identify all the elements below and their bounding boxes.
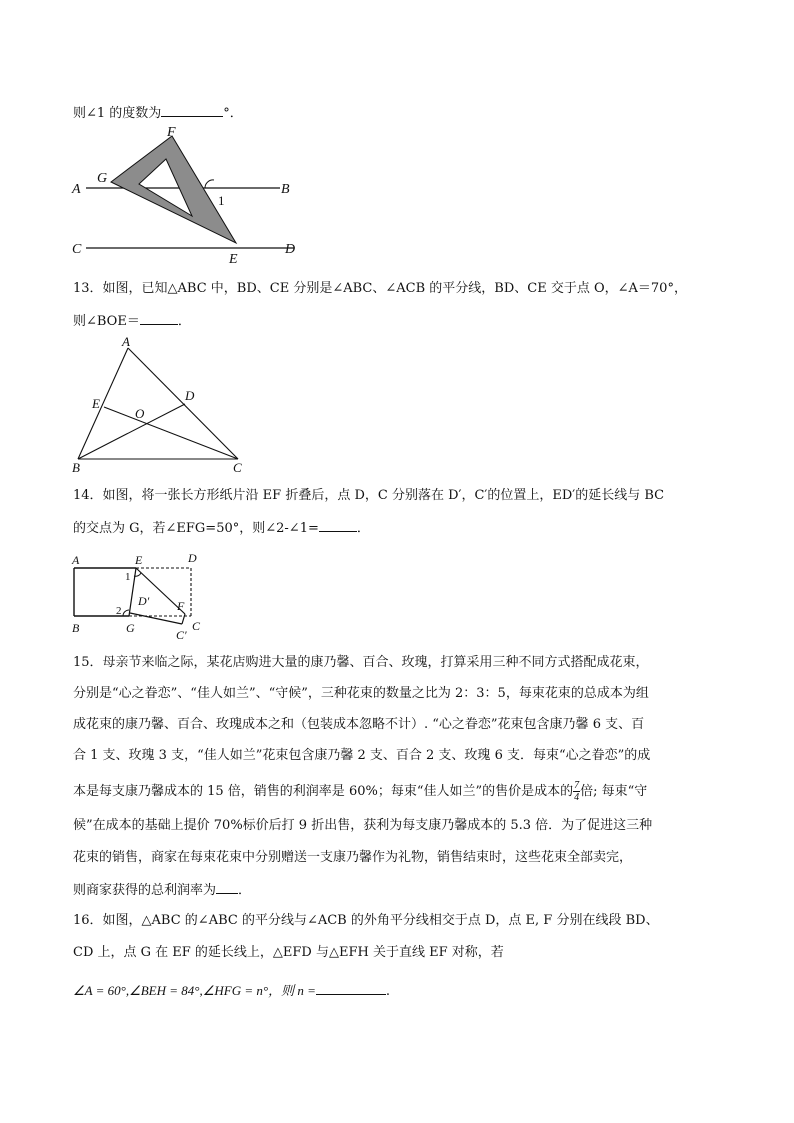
q13-bisector-ce: [104, 407, 238, 459]
q13-bisector-bd: [78, 404, 185, 459]
q12-question-text: 则∠1 的度数为 °．: [73, 106, 243, 121]
q14-label-b: B: [72, 621, 80, 635]
q12-label-c: C: [72, 242, 82, 257]
q13-answer-blank[interactable]: [140, 312, 178, 325]
q12-set-square-triangle: [111, 136, 236, 243]
q15-question-line-1: 15．母亲节来临之际，某花店购进大量的康乃馨、百合、玫瑰，打算采用三种不同方式搭配成花束，: [73, 655, 649, 670]
q14-label-1: 1: [125, 571, 131, 583]
q14-edge-fcp: [182, 614, 185, 624]
q16-answer-blank[interactable]: [316, 982, 386, 995]
q12-figure-set-square: [68, 126, 308, 266]
q14-label-cprime: C′: [176, 628, 187, 642]
q15-fraction-seven-fourths: $\frac{7}{4}$: [574, 780, 580, 803]
q13-figure-triangle: [68, 334, 258, 474]
q12-label-b: B: [281, 182, 290, 197]
q13-label-o: O: [135, 406, 145, 421]
q14-edge-dpcp: [130, 613, 182, 624]
q13-side-ac: [128, 348, 238, 459]
q13-side-ab: [78, 348, 128, 459]
q16-question-line-2: CD 上，点 G 在 EF 的延长线上，△EFD 与△EFH 关于直线 EF 对称，若: [73, 945, 504, 960]
q16-question-line-1: 16．如图，△ABC 的∠ABC 的平分线与∠ACB 的外角平分线相交于点 D，点 E, F 分别在线段 BD、: [73, 913, 659, 928]
q14-label-e: E: [135, 553, 143, 567]
q14-question-line-2: 的交点为 G，若∠EFG=50°，则∠2-∠1= ．: [73, 521, 370, 536]
q12-angle-1-arc: [205, 180, 214, 188]
q15-question-line-7: 花束的销售，商家在每束花束中分别赠送一支康乃馨作为礼物，销售结束时，这些花束全部卖完，: [73, 850, 633, 865]
q16-question-line-3: ∠A = 60°,∠BEH = 84°,∠HFG = n°，则 n = .: [73, 983, 390, 999]
q14-label-d: D: [188, 551, 197, 565]
q14-answer-blank[interactable]: [319, 519, 357, 532]
q13-label-c: C: [233, 460, 242, 474]
q13-label-e: E: [92, 396, 100, 411]
q13-label-a: A: [122, 334, 130, 349]
q15-question-line-5: 本是每支康乃馨成本的 15 倍，销售的利润率是 60%；每束“佳人如兰”的售价是成本的 $\frac{7}{4}$ 倍; 每束“守: [73, 780, 648, 803]
q12-answer-blank[interactable]: [161, 104, 223, 117]
q14-label-g: G: [126, 621, 135, 635]
q13-label-d: D: [185, 388, 195, 403]
q14-label-2: 2: [116, 605, 122, 617]
q14-question-line-1: 14．如图，将一张长方形纸片沿 EF 折叠后，点 D，C 分别落在 D′，C′的位置上，ED′的延长线与 BC: [73, 488, 665, 503]
q12-label-f: F: [167, 126, 176, 140]
q15-question-line-4: 合 1 支、玫瑰 3 支，“佳人如兰”花束包含康乃馨 2 支、百合 2 支、玫瑰 6 支．每束“心之眷恋”的成: [73, 748, 651, 763]
q12-label-d: D: [285, 242, 296, 257]
q15-question-line-3: 成花束的康乃馨、百合、玫瑰成本之和（包装成本忽略不计）. “心之眷恋”花束包含康乃馨 6 支、百: [73, 717, 645, 732]
q14-label-dprime: D′: [138, 594, 150, 608]
q14-label-c: C: [192, 619, 201, 633]
q15-answer-blank[interactable]: [216, 881, 238, 894]
q13-label-b: B: [72, 460, 80, 474]
q12-label-a: A: [72, 182, 81, 197]
q12-label-g: G: [97, 171, 108, 186]
q12-label-1: 1: [218, 193, 225, 208]
q14-label-a: A: [72, 553, 80, 567]
q14-figure-folded-rectangle: [68, 548, 208, 642]
q15-question-line-6: 候”在成本的基础上提价 70%标价后打 9 折出售，获利为每支康乃馨成本的 5.3 倍．为了促进这三种: [73, 818, 653, 833]
q15-question-line-8: 则商家获得的总利润率为 ．: [73, 883, 252, 898]
q13-question-line-1: 13．如图，已知△ABC 中，BD、CE 分别是∠ABC、∠ACB 的平分线，BD、CE 交于点 O，∠A＝70°，: [73, 281, 687, 296]
q15-question-line-2: 分别是“心之眷恋”、“佳人如兰”、“守候”，三种花束的数量之比为 2：3：5，每束花束的总成本为组: [73, 686, 649, 701]
q14-label-f: F: [177, 599, 185, 613]
q12-label-e: E: [229, 252, 238, 266]
q13-question-line-2: 则∠BOE＝ ．: [73, 314, 191, 329]
q14-angle-2-arc: [123, 610, 129, 616]
